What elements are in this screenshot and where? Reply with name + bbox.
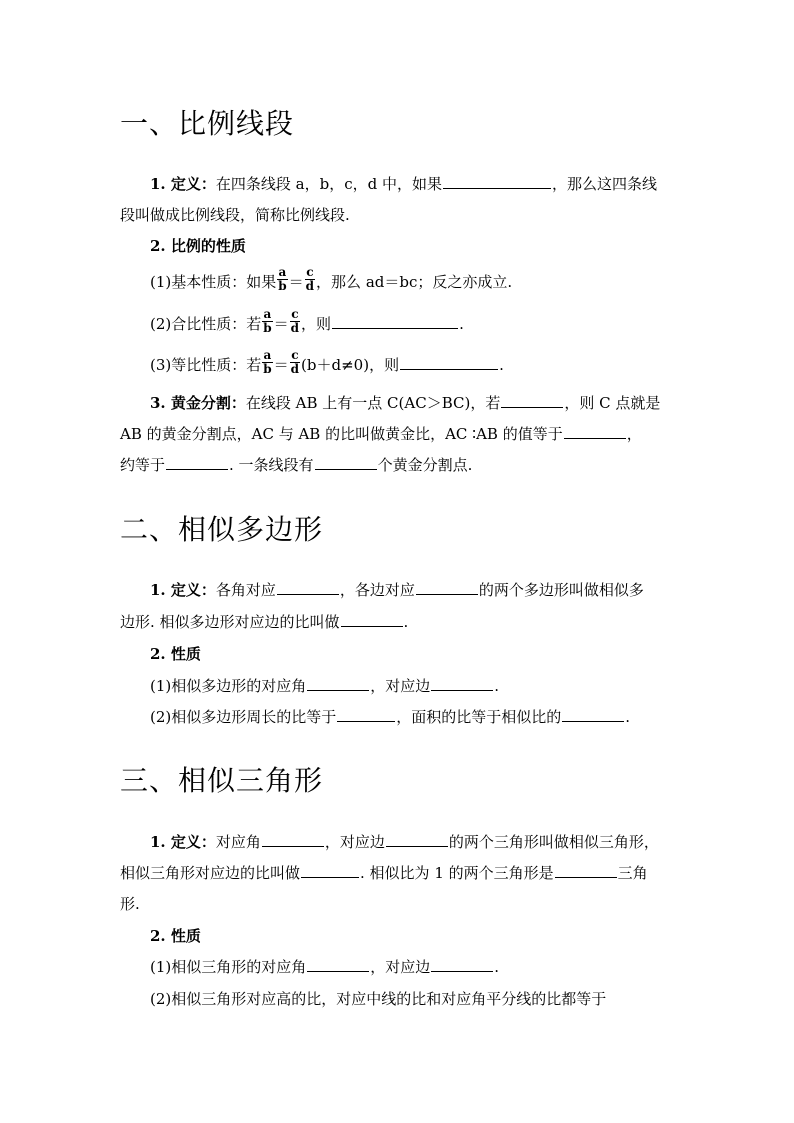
s1-properties-heading: 2. 比例的性质 — [150, 237, 246, 255]
answer-blank[interactable] — [277, 578, 339, 595]
answer-blank[interactable] — [501, 391, 563, 408]
answer-blank[interactable] — [337, 705, 395, 722]
answer-blank[interactable] — [386, 830, 448, 847]
s1-golden-section-line-3: 约等于 . 一条线段有 个黄金分割点. — [120, 453, 472, 477]
section-3-title: 三、相似三角形 — [120, 764, 324, 797]
s2-properties-heading: 2. 性质 — [150, 645, 201, 663]
answer-blank[interactable] — [307, 674, 369, 691]
answer-blank[interactable] — [443, 172, 551, 189]
s1-definition-line-1: 1. 定义：在四条线段 a，b，c，d 中，如果 ，那么这四条线 — [150, 172, 657, 196]
s3-definition-line-2: 相似三角形对应边的比叫做 . 相似比为 1 的两个三角形是 三角 — [120, 861, 648, 885]
fraction-a-b: $\frac{a}{b}$ — [263, 347, 272, 376]
answer-blank[interactable] — [332, 312, 458, 329]
answer-blank[interactable] — [341, 610, 403, 627]
s3-definition-line-1: 1. 定义：对应角 ，对应边 的两个三角形叫做相似三角形， — [150, 830, 659, 854]
answer-blank[interactable] — [301, 861, 359, 878]
fraction-a-b: $\frac{a}{b}$ — [278, 264, 287, 293]
s3-definition-line-3: 形. — [120, 895, 140, 913]
s1-property-3: (3)等比性质：若 $\frac{a}{b}$ ＝ $\frac{c}{d}$ (b＋d≠0)，则 . — [150, 347, 504, 376]
answer-blank[interactable] — [564, 422, 626, 439]
section-1-title: 一、比例线段 — [120, 107, 295, 140]
answer-blank[interactable] — [555, 861, 617, 878]
answer-blank[interactable] — [307, 955, 369, 972]
fraction-c-d: $\frac{c}{d}$ — [290, 306, 300, 335]
answer-blank[interactable] — [262, 830, 324, 847]
s2-property-2: (2)相似多边形周长的比等于 ，面积的比等于相似比的 . — [150, 705, 630, 729]
s3-property-1: (1)相似三角形的对应角 ，对应边 . — [150, 955, 499, 979]
s1-property-1: (1)基本性质：如果 $\frac{a}{b}$ ＝ $\frac{c}{d}$ ，那么 ad＝bc；反之亦成立. — [150, 264, 513, 293]
answer-blank[interactable] — [315, 453, 377, 470]
answer-blank[interactable] — [562, 705, 624, 722]
s3-property-2: (2)相似三角形对应高的比，对应中线的比和对应角平分线的比都等于 — [150, 990, 607, 1008]
s2-definition-line-2: 边形. 相似多边形对应边的比叫做 . — [120, 610, 408, 634]
section-2-title: 二、相似多边形 — [120, 513, 324, 546]
s1-definition-line-2: 段叫做成比例线段，简称比例线段. — [120, 206, 350, 224]
answer-blank[interactable] — [431, 674, 493, 691]
fraction-c-d: $\frac{c}{d}$ — [290, 347, 300, 376]
s1-golden-section-line-1: 3. 黄金分割：在线段 AB 上有一点 C(AC＞BC)，若 ，则 C 点就是 — [150, 391, 660, 415]
s2-definition-line-1: 1. 定义：各角对应 ，各边对应 的两个多边形叫做相似多 — [150, 578, 644, 602]
answer-blank[interactable] — [431, 955, 493, 972]
answer-blank[interactable] — [400, 353, 498, 370]
answer-blank[interactable] — [416, 578, 478, 595]
s2-property-1: (1)相似多边形的对应角 ，对应边 . — [150, 674, 499, 698]
fraction-c-d: $\frac{c}{d}$ — [305, 264, 315, 293]
s3-properties-heading: 2. 性质 — [150, 927, 201, 945]
s1-property-2: (2)合比性质：若 $\frac{a}{b}$ ＝ $\frac{c}{d}$ ，则 . — [150, 306, 464, 335]
fraction-a-b: $\frac{a}{b}$ — [263, 306, 272, 335]
answer-blank[interactable] — [166, 453, 228, 470]
s1-golden-section-line-2: AB 的黄金分割点，AC 与 AB 的比叫做黄金比，AC ∶AB 的值等于 ， — [120, 422, 642, 446]
